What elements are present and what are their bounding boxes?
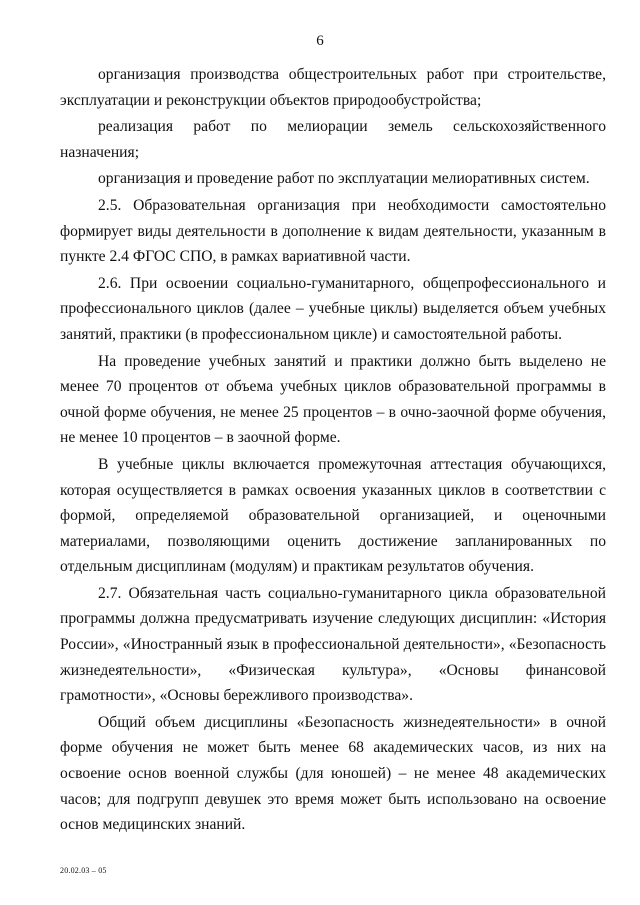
paragraph: реализация работ по мелиорации земель сельскохозяйственного назначения; bbox=[60, 118, 606, 161]
paragraph: 2.5. Образовательная организация при необходимости самостоятельно формирует виды деятельности в дополнение к видам деятельности, указанным в пункте 2.4 ФГОС СПО, в рамках вариативной части. bbox=[60, 196, 606, 266]
footer-code: 20.02.03 – 05 bbox=[60, 866, 107, 875]
paragraph: организация производства общестроительных работ при строительстве, эксплуатации и реконструкции объектов природообустройства; bbox=[60, 66, 606, 109]
page-number: 6 bbox=[316, 33, 324, 49]
paragraph: В учебные циклы включается промежуточная аттестация обучающихся, которая осуществляется в рамках освоения указанных циклов в соответствии с формой, определяемой образовательной организацией, и оценочными материалами, позволяющими оценить достижение запланированных по отдельным дисциплинам (модулям) и практикам результатов обучения. bbox=[60, 455, 606, 576]
paragraph: 2.6. При освоении социально-гуманитарного, общепрофессионального и профессионального циклов (далее – учебные циклы) выделяется объем учебных занятий, практики (в профессиональном цикле) и самостоятельной работы. bbox=[60, 274, 606, 343]
paragraph: На проведение учебных занятий и практики должно быть выделено не менее 70 процентов от объема учебных циклов образовательной программы в очной форме обучения, не менее 25 процентов – в очно-заочной форме обучения, не менее 10 процентов – в заочной форме. bbox=[60, 352, 606, 447]
paragraph: Общий объем дисциплины «Безопасность жизнедеятельности» в очной форме обучения не может быть менее 68 академических часов, из них на освоение основ военной службы (для юношей) – не менее 48 академических часов; для подгрупп девушек это время может быть использовано на освоение основ медицинских знаний. bbox=[60, 713, 606, 834]
paragraph: организация и проведение работ по эксплуатации мелиоративных систем. bbox=[98, 170, 590, 188]
paragraph: 2.7. Обязательная часть социально-гуманитарного цикла образовательной программы должна предусматривать изучение следующих дисциплин: «История России», «Иностранный язык в профессиональной деятельности», «Безопасность жизнедеятельности», «Физическая культура», «Основы финансовой грамотности», «Основы бережливого производства». bbox=[60, 584, 606, 705]
document-body bbox=[60, 62, 606, 839]
